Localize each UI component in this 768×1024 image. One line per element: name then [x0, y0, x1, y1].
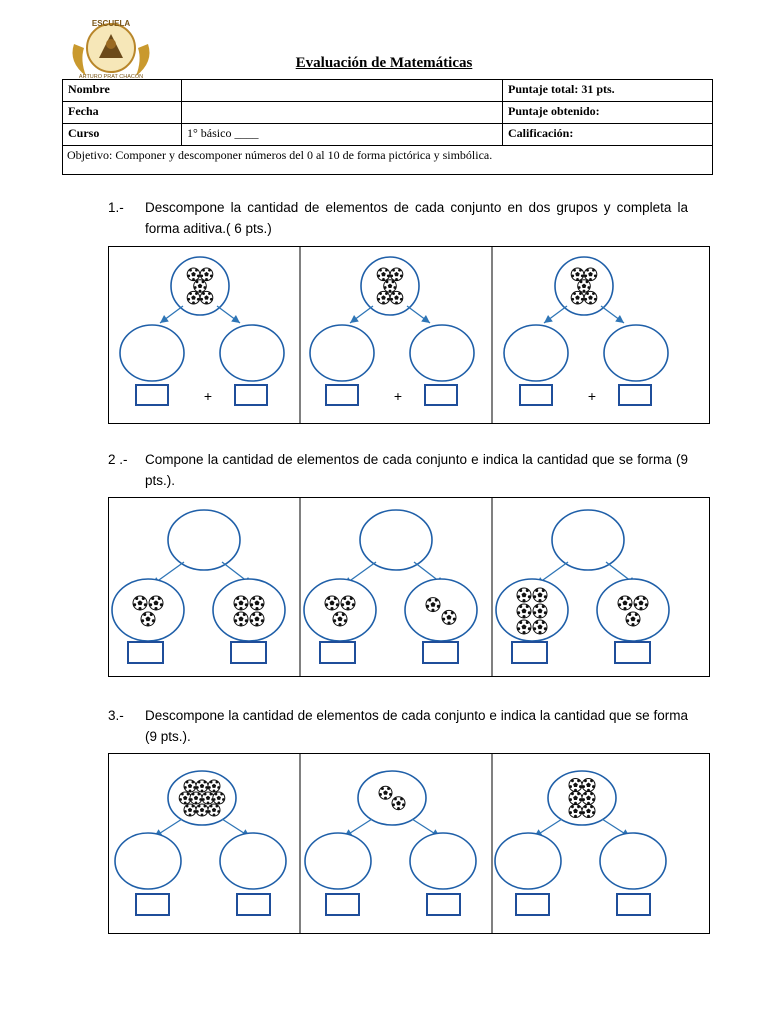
page-title: Evaluación de Matemáticas	[295, 55, 473, 71]
soccer-ball-icon	[379, 786, 392, 799]
soccer-ball-icon	[533, 620, 547, 634]
answer-box-right[interactable]	[425, 385, 457, 405]
nombre-field[interactable]	[182, 80, 503, 102]
plus-sign: +	[587, 388, 597, 404]
soccer-ball-icon	[208, 780, 220, 792]
question-1	[108, 197, 688, 239]
soccer-ball-icon	[250, 596, 264, 610]
left-set-circle	[496, 579, 568, 641]
soccer-ball-icon	[517, 620, 531, 634]
q2-cell	[112, 510, 285, 663]
soccer-ball-icon	[208, 804, 220, 816]
answer-box-left[interactable]	[520, 385, 552, 405]
top-total-circle	[168, 510, 240, 570]
puntaje-total: Puntaje total: 31 pts.	[503, 80, 713, 102]
soccer-ball-icon	[442, 610, 456, 624]
objetivo-text: Objetivo: Componer y descomponer números del 0 al 10 de forma pictórica y simbólica.	[63, 146, 713, 175]
soccer-ball-icon	[569, 805, 582, 818]
arrow-right-icon	[407, 306, 430, 323]
soccer-ball-icon	[582, 805, 595, 818]
soccer-ball-icon	[179, 792, 191, 804]
soccer-ball-icon	[325, 596, 339, 610]
right-set-circle	[405, 579, 477, 641]
soccer-ball-icon	[626, 612, 640, 626]
q1-cell	[504, 257, 668, 405]
answer-box-right[interactable]	[237, 894, 270, 915]
left-set-circle	[112, 579, 184, 641]
fecha-field[interactable]	[182, 102, 503, 124]
right-set-circle	[597, 579, 669, 641]
answer-box-left[interactable]	[136, 894, 169, 915]
soccer-ball-icon	[333, 612, 347, 626]
logo-text-bottom: ARTURO PRAT CHACÓN	[78, 74, 144, 80]
left-group-circle	[305, 833, 371, 889]
soccer-ball-icon	[390, 268, 403, 281]
soccer-ball-icon	[377, 291, 390, 304]
soccer-ball-icon	[533, 604, 547, 618]
soccer-ball-icon	[187, 268, 200, 281]
answer-box-right[interactable]	[617, 894, 650, 915]
question-1-text: Descompone la cantidad de elementos de cada conjunto en dos grupos y completa la forma aditiva.( 6 pts.)	[145, 200, 688, 236]
arrow-right-icon	[601, 306, 624, 323]
q3-cell	[115, 771, 286, 915]
top-set-circle	[358, 771, 426, 825]
soccer-ball-icon	[377, 268, 390, 281]
answer-box-left[interactable]	[512, 642, 547, 663]
answer-box-left[interactable]	[516, 894, 549, 915]
student-info-table	[62, 79, 713, 175]
answer-box-right[interactable]	[615, 642, 650, 663]
question-1-number: 1.-	[108, 200, 124, 215]
soccer-ball-icon	[196, 780, 208, 792]
question-2-text: Compone la cantidad de elementos de cada conjunto e indica la cantidad que se forma (9 pts.).	[145, 452, 688, 488]
soccer-ball-icon	[634, 596, 648, 610]
q1-cell	[310, 257, 474, 405]
answer-box-left[interactable]	[320, 642, 355, 663]
right-group-circle	[220, 833, 286, 889]
right-set-circle	[213, 579, 285, 641]
right-group-circle	[604, 325, 668, 381]
soccer-ball-icon	[149, 596, 163, 610]
soccer-ball-icon	[133, 596, 147, 610]
left-group-circle	[495, 833, 561, 889]
soccer-ball-icon	[426, 598, 440, 612]
soccer-ball-icon	[578, 280, 591, 293]
soccer-ball-icon	[618, 596, 632, 610]
soccer-ball-icon	[571, 268, 584, 281]
soccer-ball-icon	[384, 280, 397, 293]
soccer-ball-icon	[584, 268, 597, 281]
answer-box-right[interactable]	[423, 642, 458, 663]
answer-box-right[interactable]	[427, 894, 460, 915]
top-total-circle	[360, 510, 432, 570]
soccer-ball-icon	[190, 792, 202, 804]
nombre-label: Nombre	[63, 80, 182, 102]
soccer-ball-icon	[141, 612, 155, 626]
soccer-ball-icon	[517, 604, 531, 618]
curso-label: Curso	[63, 124, 182, 146]
question-3-text: Descompone la cantidad de elementos de cada conjunto e indica la cantidad que se forma (9 pts.).	[145, 708, 688, 744]
right-group-circle	[220, 325, 284, 381]
soccer-ball-icon	[184, 780, 196, 792]
question-2	[108, 449, 688, 491]
top-total-circle	[552, 510, 624, 570]
soccer-ball-icon	[390, 291, 403, 304]
q3-cell	[305, 771, 476, 915]
soccer-ball-icon	[187, 291, 200, 304]
soccer-ball-icon	[196, 804, 208, 816]
q2-cell	[304, 510, 477, 663]
exercise-panel-1	[108, 246, 710, 424]
calificacion-label: Calificación:	[503, 124, 713, 146]
exercise-panel-3	[108, 753, 710, 934]
soccer-ball-icon	[213, 792, 225, 804]
soccer-ball-icon	[582, 792, 595, 805]
soccer-ball-icon	[250, 612, 264, 626]
soccer-ball-icon	[584, 291, 597, 304]
soccer-ball-icon	[184, 804, 196, 816]
right-group-circle	[600, 833, 666, 889]
soccer-ball-icon	[200, 268, 213, 281]
left-group-circle	[120, 325, 184, 381]
plus-sign: +	[393, 388, 403, 404]
soccer-ball-icon	[517, 588, 531, 602]
q1-cell	[120, 257, 284, 405]
left-group-circle	[115, 833, 181, 889]
answer-box-left[interactable]	[326, 385, 358, 405]
question-2-number: 2 .-	[108, 452, 128, 467]
fecha-label: Fecha	[63, 102, 182, 124]
soccer-ball-icon	[194, 280, 207, 293]
soccer-ball-icon	[234, 612, 248, 626]
soccer-ball-icon	[569, 792, 582, 805]
soccer-ball-icon	[582, 779, 595, 792]
question-3-number: 3.-	[108, 708, 124, 723]
soccer-ball-icon	[341, 596, 355, 610]
left-group-circle	[504, 325, 568, 381]
q2-cell	[496, 510, 669, 663]
answer-box-right[interactable]	[231, 642, 266, 663]
arrow-left-icon	[350, 306, 373, 323]
soccer-ball-icon	[202, 792, 214, 804]
left-set-circle	[304, 579, 376, 641]
arrow-right-icon	[217, 306, 240, 323]
exercise-panel-2	[108, 497, 710, 677]
plus-sign: +	[203, 388, 213, 404]
soccer-ball-icon	[571, 291, 584, 304]
soccer-ball-icon	[234, 596, 248, 610]
answer-box-right[interactable]	[235, 385, 267, 405]
left-group-circle	[310, 325, 374, 381]
answer-box-left[interactable]	[326, 894, 359, 915]
curso-field[interactable]: 1° básico ____	[182, 124, 503, 146]
logo-text-top: ESCUELA	[91, 19, 131, 28]
soccer-ball-icon	[533, 588, 547, 602]
right-group-circle	[410, 833, 476, 889]
answer-box-right[interactable]	[619, 385, 651, 405]
q3-cell	[495, 771, 666, 915]
answer-box-left[interactable]	[128, 642, 163, 663]
answer-box-left[interactable]	[136, 385, 168, 405]
right-group-circle	[410, 325, 474, 381]
arrow-left-icon	[160, 306, 183, 323]
soccer-ball-icon	[200, 291, 213, 304]
soccer-ball-icon	[392, 797, 405, 810]
question-3	[108, 705, 688, 747]
soccer-ball-icon	[569, 779, 582, 792]
arrow-left-icon	[544, 306, 567, 323]
puntaje-obtenido: Puntaje obtenido:	[503, 102, 713, 124]
